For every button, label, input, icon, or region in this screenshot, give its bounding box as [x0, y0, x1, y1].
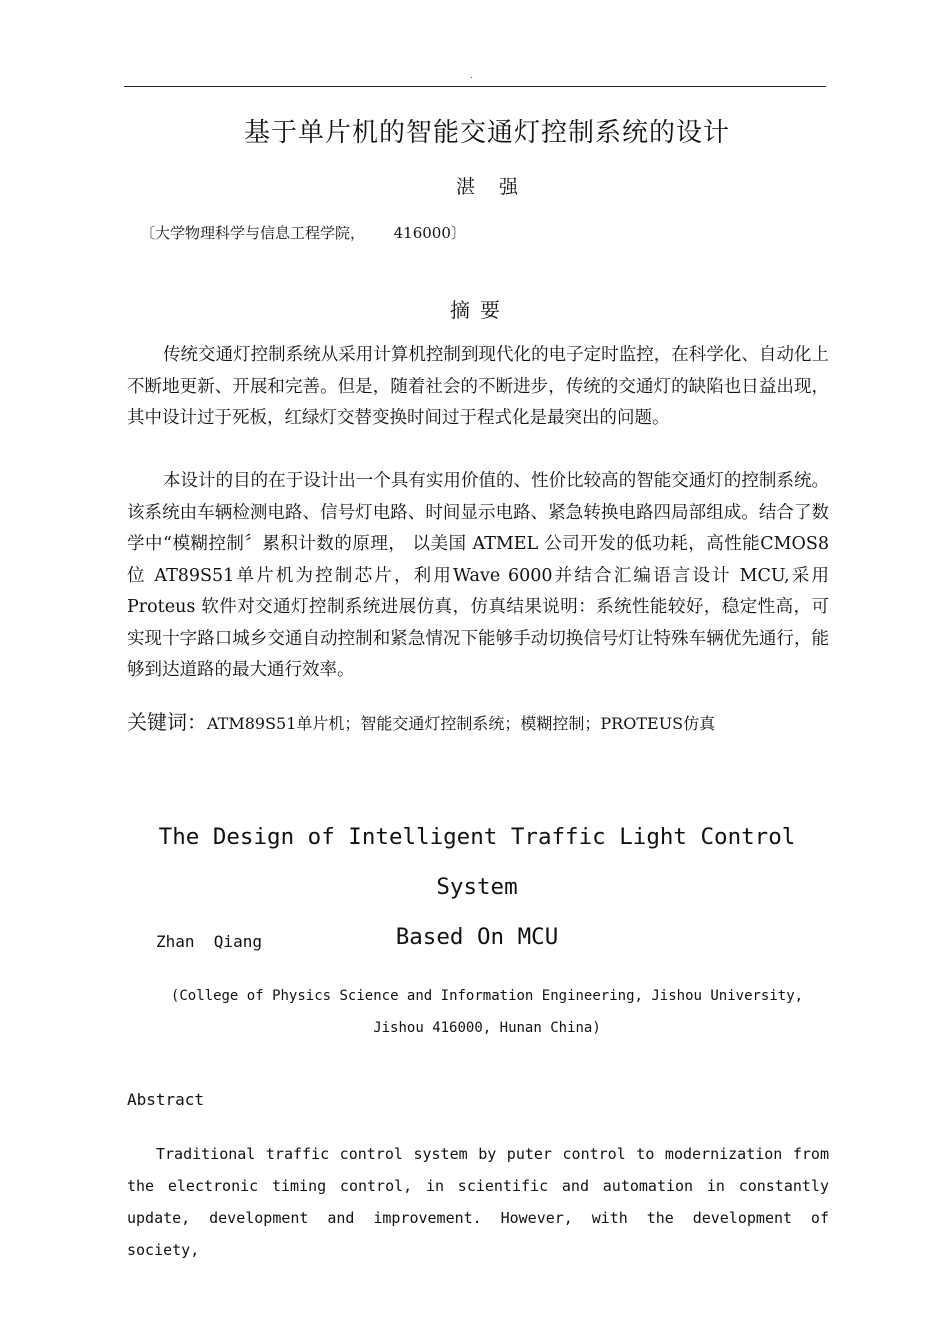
english-title-line-1: The Design of Intelligent Traffic Light Control System	[158, 824, 796, 900]
english-abstract-paragraph: Traditional traffic control system by puter control to modernization from the electronic timing control, in scientific and automation in constantly update, development and improvement. However, with the development of society,	[127, 1145, 829, 1259]
header-rule	[124, 86, 826, 87]
keywords-list: ATM89S51单片机；智能交通灯控制系统；模糊控制；PROTEUS仿真	[207, 714, 716, 733]
english-title-line-2: Based On MCU	[395, 924, 559, 950]
english-author: Zhan Qiang	[156, 932, 262, 951]
chinese-author: 湛强	[455, 176, 542, 198]
english-affiliation-line-2: Jishou 416000, Hunan China)	[373, 1020, 601, 1036]
english-abstract-heading: Abstract	[127, 1090, 205, 1109]
chinese-affiliation: 〔大学物理科学与信息工程学院， 416000〕	[140, 224, 466, 242]
chinese-keywords	[127, 706, 715, 735]
english-affiliation-line-1: (College of Physics Science and Information Engineering, Jishou University,	[170, 988, 804, 1004]
chinese-title: 基于单片机的智能交通灯控制系统的设计	[243, 118, 730, 148]
chinese-abstract-heading: 摘要	[450, 298, 510, 322]
chinese-abstract-paragraph-1: 传统交通灯控制系统从采用计算机控制到现代化的电子定时监控，在科学化、自动化上不断地更新、开展和完善。但是，随着社会的不断进步，传统的交通灯的缺陷也日益出现，其中设计过于死板，红绿灯交替变换时间过于程式化是最突出的问题。	[127, 345, 829, 428]
chinese-abstract-paragraph-2: 本设计的目的在于设计出一个具有实用价值的、性价比较高的智能交通灯的控制系统。该系统由车辆检测电路、信号灯电路、时间显示电路、紧急转换电路四局部组成。结合了数学中“模糊控制〞累积计数的原理， 以美国 ATMEL 公司开发的低功耗，高性能CMOS8位 AT89S51单片机为控制芯片，利用Wave 6000并结合汇编语言设计 MCU,采用 Proteus 软件对交通灯控制系统进展仿真，仿真结果说明：系统性能较好，稳定性高，可实现十字路口城乡交通自动控制和紧急情况下能够手动切换信号灯让特殊车辆优先通行，能够到达道路的最大通行效率。	[127, 471, 829, 680]
english-affiliation	[124, 980, 850, 1044]
keywords-label: 关键词：	[127, 710, 207, 734]
header-mark: .	[470, 70, 473, 81]
